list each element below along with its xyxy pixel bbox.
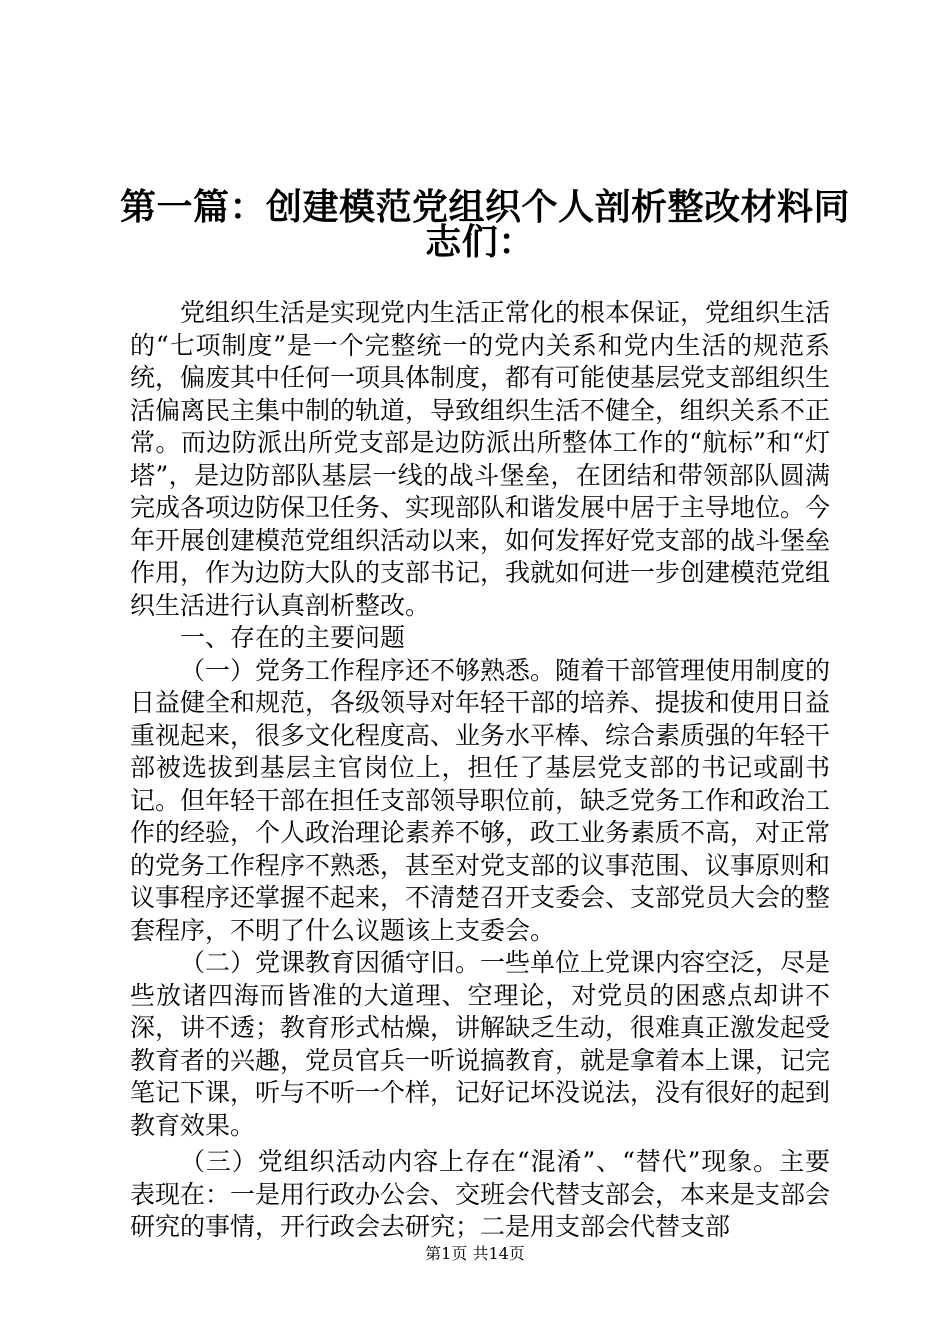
document-body [130,297,830,1244]
document-title-line2: 志们： [425,221,535,263]
body-paragraph-problem-1: （一）党务工作程序还不够熟悉。随着干部管理使用制度的日益健全和规范，各级领导对年轻干部的培养、提拔和使用日益重视起来，很多文化程度高、业务水平棒、综合素质强的年轻干部被选拔到基层主官岗位上，担任了基层党支部的书记或副书记。但年轻干部在担任支部领导职位前，缺乏党务工作和政治工作的经验，个人政治理论素养不够，政工业务素质不高，对正常的党务工作程序不熟悉，甚至对党支部的议事范围、议事原则和议事程序还掌握不起来，不清楚召开支委会、支部党员大会的整套程序，不明了什么议题该上支委会。 [130,655,831,945]
section-heading-problems: 一、存在的主要问题 [180,623,406,652]
page-footer: 第1页 共14页 [425,1244,525,1263]
body-paragraph-problem-2: （二）党课教育因循守旧。一些单位上党课内容空泛，尽是些放诸四海而皆准的大道理、空理论，对党员的困惑点却讲不深，讲不透；教育形式枯燥，讲解缺乏生动，很难真正激发起受教育者的兴趣，党员官兵一听说搞教育，就是拿着本上课，记完笔记下课，听与不听一个样，记好记坏没说法，没有很好的起到教育效果。 [130,948,831,1140]
document-title-line1: 第一篇：创建模范党组织个人剖析整改材料同 [120,186,851,228]
body-paragraph-intro: 党组织生活是实现党内生活正常化的根本保证，党组织生活的“七项制度”是一个完整统一的党内关系和党内生活的规范系统，偏废其中任何一项具体制度，都有可能使基层党支部组织生活偏离民主集中制的轨道，导致组织生活不健全，组织关系不正常。而边防派出所党支部是边防派出所整体工作的“航标”和“灯塔”，是边防部队基层一线的战斗堡垒，在团结和带领部队圆满完成各项边防保卫任务、实现部队和谐发展中居于主导地位。今年开展创建模范党组织活动以来，如何发挥好党支部的战斗堡垒作用，作为边防大队的支部书记，我就如何进一步创建模范党组织生活进行认真剖析整改。 [130,298,831,620]
body-paragraph-problem-3: （三）党组织活动内容上存在“混淆”、“替代”现象。主要表现在：一是用行政办公会、交班会代替支部会，本来是支部会研究的事情，开行政会去研究；二是用支部会代替支部 [130,1147,831,1241]
